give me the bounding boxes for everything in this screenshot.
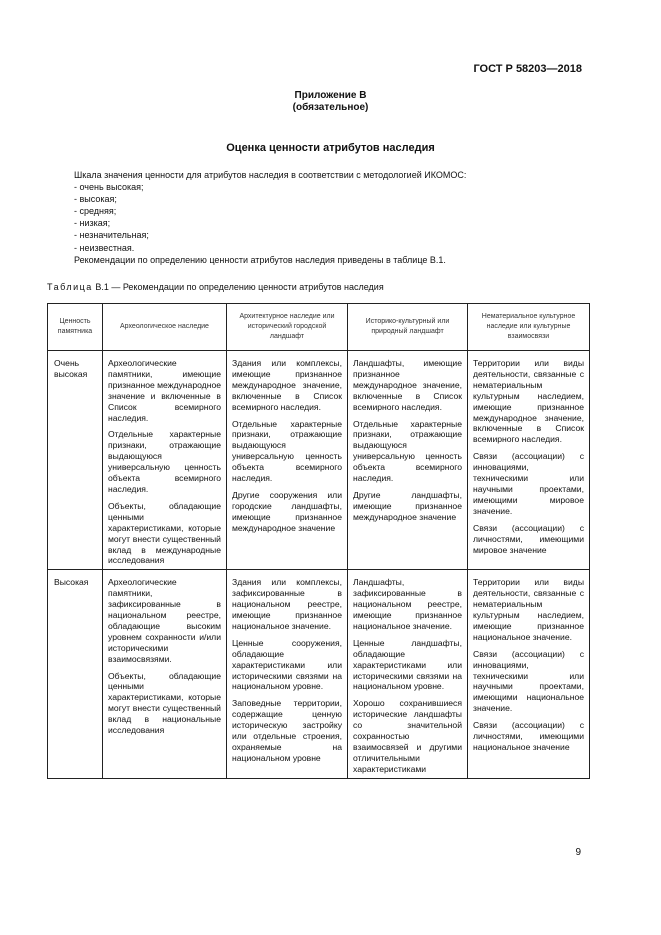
page-number: 9 <box>575 847 581 858</box>
archaeological-cell <box>103 351 227 570</box>
cell-paragraph: Ценные сооружения, обладающие характеристиками или историческими связями на национальном уровне. <box>232 637 342 692</box>
cell-paragraph: Археологические памятники, имеющие признанное международное значение и включенные в Список всемирного наследия. <box>108 358 222 423</box>
cell-paragraph: Связи (ассоциации) с инновациями, техническими или научными проектами, имеющими национальное значение. <box>473 648 584 714</box>
table-caption <box>47 282 384 292</box>
scale-item: - очень высокая; <box>74 182 144 193</box>
header-cell: Нематериальное культурное наследие или культурные взаимосвязи <box>468 304 590 351</box>
cell-paragraph: Объекты, обладающие ценными характеристиками, которые могут внести существенный вклад в национальные исследования <box>108 670 221 736</box>
cell-paragraph: Другие ландшафты, имеющие признанное международное значение <box>353 489 462 522</box>
cell-paragraph: Другие сооружения или городские ландшафты, имеющие признанное международное значение <box>232 489 342 533</box>
level-cell: Очень высокая <box>48 351 103 570</box>
cell-paragraph: Объекты, обладающие ценными характеристиками, которые могут внести существенный вклад в международные исследования <box>108 500 221 566</box>
landscape-cell <box>348 351 468 570</box>
table-row <box>48 351 590 570</box>
cell-paragraph: Отдельные характерные признаки, отражающие выдающуюся универсальную ценность объекта всемирного наследия. <box>108 429 221 494</box>
cell-paragraph: Связи (ассоциации) с инновациями, техническими или научными проектами, имеющими мировое значение. <box>473 451 584 516</box>
scale-item: - средняя; <box>74 206 117 217</box>
scale-item: - низкая; <box>74 218 111 229</box>
standard-code: ГОСТ Р 58203—2018 <box>473 63 582 75</box>
cell-paragraph: Ландшафты, зафиксированные в национальном реестре, имеющие признанное национальное значение. <box>353 577 462 631</box>
intangible-cell <box>468 570 590 778</box>
cell-paragraph: Археологические памятники, зафиксированные в национальном реестре, обладающие высоким уровнем сохранности и/или историческими взаимосвязями. <box>108 577 221 664</box>
cell-paragraph: Отдельные характерные признаки, отражающие выдающуюся универсальную ценность объекта всемирного наследия. <box>232 418 342 484</box>
intangible-cell <box>468 351 590 570</box>
header-cell: Ценность памятника <box>48 304 103 351</box>
intro-text <box>74 169 594 266</box>
appendix-title: Приложение В <box>294 90 367 101</box>
table-caption-prefix: Таблица <box>47 282 93 292</box>
values-table <box>47 303 590 779</box>
scale-item: - неизвестная. <box>74 242 135 253</box>
architectural-cell <box>227 570 348 778</box>
cell-paragraph: Связи (ассоциации) с личностями, имеющими национальное значение <box>473 720 584 752</box>
intro-lead: Шкала значения ценности для атрибутов наследия в соответствии с методологией ИКОМОС: <box>74 170 467 180</box>
cell-paragraph: Территории или виды деятельности, связанные с нематериальным культурным наследием, имеющие признанное международное значение, включенные в Список всемирного наследия. <box>473 358 584 445</box>
cell-paragraph: Хорошо сохранившиеся исторические ландшафты со значительной сохранностью взаимосвязей и другими отличительными характеристиками <box>353 698 462 774</box>
archaeological-cell <box>103 570 227 778</box>
section-title: Оценка ценности атрибутов наследия <box>226 142 435 154</box>
appendix-heading <box>0 90 661 114</box>
cell-paragraph: Здания или комплексы, имеющие признанное международное значение, включенные в Список всемирного наследия. <box>232 358 342 412</box>
cell-paragraph: Отдельные характерные признаки, отражающие выдающуюся универсальную ценность объекта всемирного наследия. <box>353 418 462 484</box>
table-caption-text: В.1 — Рекомендации по определению ценности атрибутов наследия <box>95 282 384 292</box>
cell-paragraph: Территории или виды деятельности, связанные с нематериальным культурным наследием, имеющие признанное национальное значение. <box>473 577 584 642</box>
table-row <box>48 570 590 778</box>
header-cell: Историко-культурный или природный ландшафт <box>348 304 468 351</box>
scale-item: - высокая; <box>74 194 117 205</box>
architectural-cell <box>227 351 348 570</box>
cell-paragraph: Ценные ландшафты, обладающие характеристиками или историческими связями на национальном уровне. <box>353 637 462 692</box>
table-header-row <box>48 304 590 351</box>
cell-paragraph: Ландшафты, имеющие признанное международное значение, включенные в Список всемирного наследия. <box>353 358 462 412</box>
landscape-cell <box>348 570 468 778</box>
level-cell: Высокая <box>48 570 103 778</box>
cell-paragraph: Заповедные территории, содержащие ценную историческую застройку или отдельные строения, охраняемые на национальном уровне <box>232 698 342 763</box>
scale-item: - незначительная; <box>74 230 149 241</box>
cell-paragraph: Связи (ассоциации) с личностями, имеющими мировое значение <box>473 522 584 555</box>
intro-recommendation: Рекомендации по определению ценности атрибутов наследия приведены в таблице В.1. <box>74 254 446 265</box>
cell-paragraph: Здания или комплексы, зафиксированные в национальном реестре, имеющие признанное национальное значение. <box>232 577 342 631</box>
header-cell: Археологическое наследие <box>103 304 227 351</box>
header-cell: Архитектурное наследие или исторический городской ландшафт <box>227 304 348 351</box>
appendix-status: (обязательное) <box>292 102 369 113</box>
